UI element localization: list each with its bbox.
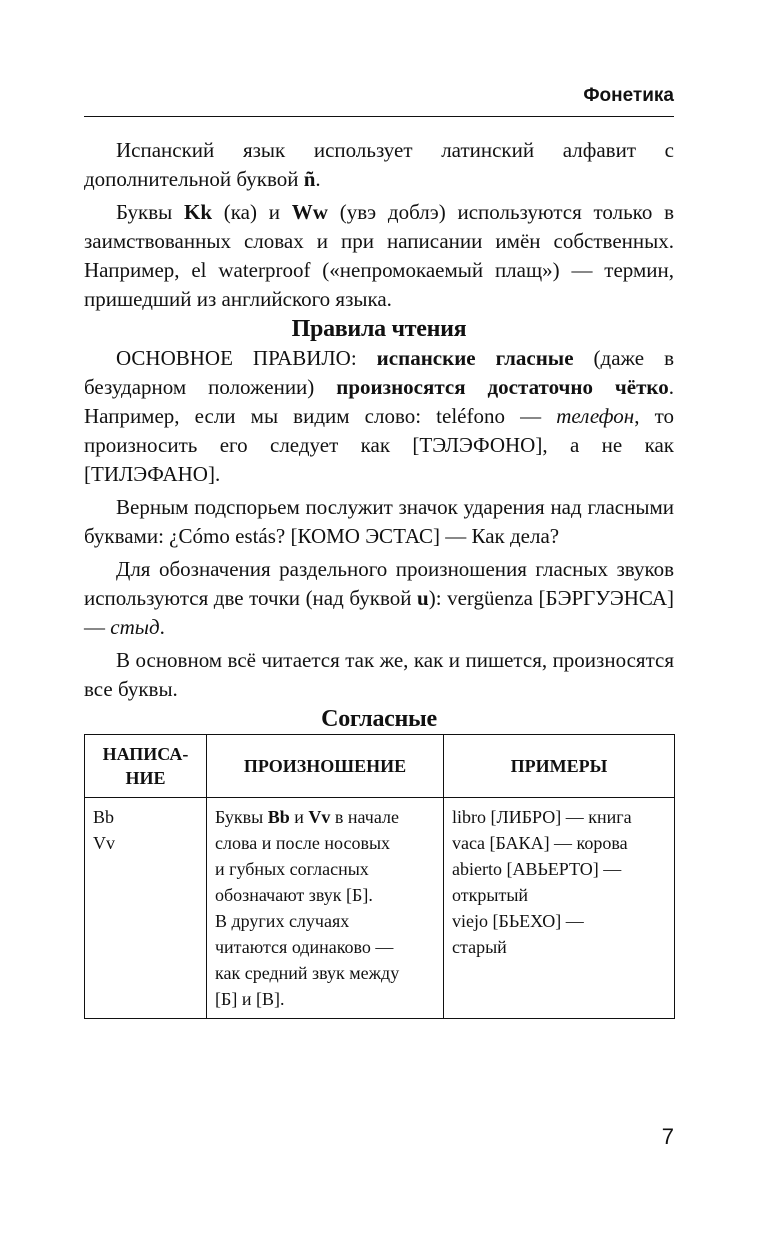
example-line: vaca [БАКА] — корова bbox=[452, 833, 628, 853]
letter-bb: Bb bbox=[93, 807, 115, 827]
bold-letter: Vv bbox=[308, 807, 331, 827]
example-line: открытый bbox=[452, 885, 529, 905]
letter-vv: Vv bbox=[93, 833, 115, 853]
section-title-consonants: Согласные bbox=[321, 706, 437, 732]
header-text: НИЕ bbox=[125, 768, 166, 788]
cell-pronunciation bbox=[207, 798, 444, 1019]
pron-line: [Б] и [В]. bbox=[215, 989, 285, 1009]
text-fragment: ): vergüenza [БЭРГУЭНСА] — bbox=[84, 586, 675, 639]
example-line: старый bbox=[452, 937, 507, 957]
rule-paragraph-1 bbox=[84, 344, 674, 489]
letter-enye: ñ bbox=[303, 167, 316, 191]
pron-line: обозначают звук [Б]. bbox=[215, 885, 373, 905]
letter-kk: Kk bbox=[184, 200, 213, 224]
rule-paragraph-4: В основном всё читается так же, как и пишется, произносятся все буквы. bbox=[84, 648, 674, 701]
text-fragment: (даже в безударном положении) bbox=[84, 346, 674, 399]
table-header-row bbox=[85, 735, 675, 798]
page-number: 7 bbox=[661, 1124, 674, 1149]
header-spelling bbox=[85, 735, 207, 798]
pron-line: читаются одинаково — bbox=[215, 937, 394, 957]
bold-fragment: произносятся достаточно чётко bbox=[336, 375, 669, 399]
italic-translation: телефон bbox=[556, 404, 635, 428]
bold-fragment: испанские гласные bbox=[376, 346, 574, 370]
header-pronunciation: ПРОИЗНОШЕНИЕ bbox=[207, 735, 444, 798]
example-line: abierto [АВЬЕРТО] — bbox=[452, 859, 622, 879]
cell-spelling bbox=[85, 798, 207, 1019]
bold-fragment: u bbox=[417, 586, 429, 610]
text-fragment: Буквы bbox=[116, 200, 185, 224]
header-rule bbox=[84, 116, 674, 117]
page-content bbox=[84, 136, 674, 1019]
text-fragment: в начале bbox=[330, 807, 399, 827]
rule-paragraph-2: Верным подспорьем послужит значок ударения над гласными буквами: ¿Cómo estás? [КОМО ЭСТАС] — Как дела? bbox=[84, 495, 674, 548]
text-fragment: Буквы bbox=[215, 807, 268, 827]
running-head: Фонетика bbox=[583, 85, 674, 106]
example-line: viejo [БЬЕХО] — bbox=[452, 911, 584, 931]
pron-line: как средний звук между bbox=[215, 963, 400, 983]
intro-paragraph-2 bbox=[84, 198, 674, 314]
table-row bbox=[85, 798, 675, 1019]
text-fragment: Для обозначения раздельного произношения гласных звуков используются две точки (над буквой bbox=[84, 557, 674, 610]
text-fragment: . Например, если мы видим слово: teléfono — bbox=[84, 375, 674, 428]
header-examples: ПРИМЕРЫ bbox=[444, 735, 675, 798]
pron-line: и губных согласных bbox=[215, 859, 369, 879]
example-line: libro [ЛИБРО] — книга bbox=[452, 807, 632, 827]
intro-text: Испанский язык использует латинский алфавит с дополнительной буквой bbox=[84, 138, 674, 191]
text-fragment: (ка) и bbox=[212, 200, 292, 224]
text-fragment: . bbox=[159, 615, 165, 639]
pron-line: В других случаях bbox=[215, 911, 350, 931]
section-title-reading-rules: Правила чтения bbox=[291, 316, 467, 342]
bold-letter: Bb bbox=[267, 807, 290, 827]
pron-line bbox=[215, 804, 437, 830]
text-fragment: ОСНОВНОЕ ПРАВИЛО: bbox=[116, 346, 377, 370]
intro-paragraph-1 bbox=[84, 136, 674, 194]
intro-end: . bbox=[315, 167, 321, 191]
rule-paragraph-3 bbox=[84, 555, 674, 642]
cell-examples bbox=[444, 798, 675, 1019]
letter-ww: Ww bbox=[291, 200, 328, 224]
text-fragment: , то произносить его следует как [ТЭЛЭФОНО], а не как [ТИЛЭФАНО]. bbox=[84, 404, 675, 486]
header-text: НАПИСА- bbox=[102, 744, 189, 764]
pron-line: слова и после носовых bbox=[215, 833, 391, 853]
italic-translation: стыд bbox=[110, 615, 160, 639]
text-fragment: (увэ доблэ) используются только в заимствованных словах и при написании имён собственных. Например, el waterproof («непромокаемый плащ») — термин, пришедший из английского языка. bbox=[84, 200, 674, 311]
consonants-table bbox=[84, 734, 675, 1019]
text-fragment: и bbox=[289, 807, 309, 827]
